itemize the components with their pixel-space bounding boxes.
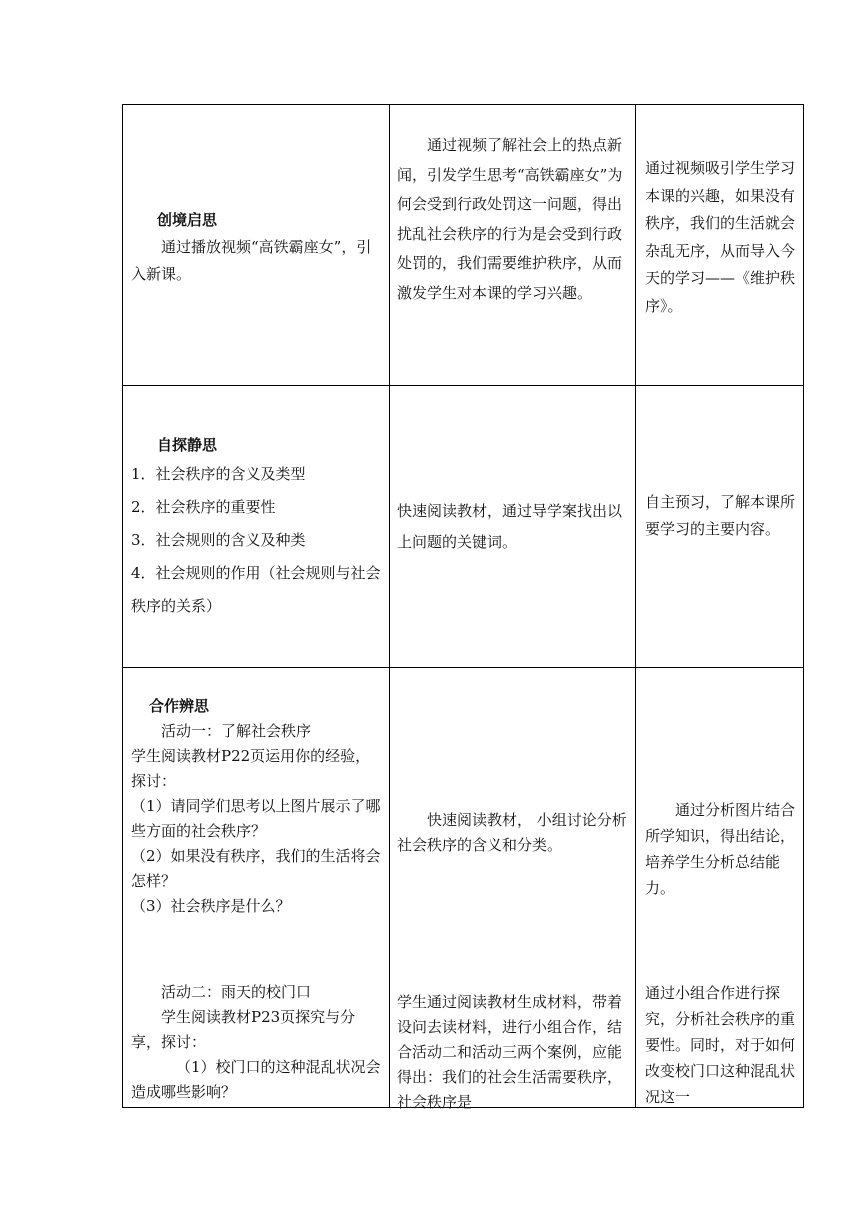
activity-title: 活动一：了解社会秩序 xyxy=(161,722,312,740)
row-divider-2 xyxy=(123,667,803,668)
activity-intro: 学生阅读教材P22页运用你的经验，探讨： xyxy=(131,747,371,790)
row1-col3: 通过视频吸引学生学习本课的兴趣，如果没有秩序，我们的生活就会杂乱无序，从而导入今天的学习——《维护秩序》。 xyxy=(645,159,796,315)
column-divider-1 xyxy=(389,105,390,1107)
cell-text: 通过播放视频“高铁霸座女”，引入新课。 xyxy=(131,238,372,283)
activity-title: 活动二：雨天的校门口 xyxy=(161,983,312,1001)
row3-col1 xyxy=(131,694,383,919)
row2-col2: 快速阅读教材，通过导学案找出以上问题的关键词。 xyxy=(397,502,623,551)
lesson-table xyxy=(122,104,804,1111)
question-item: （1）请同学们思考以上图片展示了哪些方面的社会秩序？ xyxy=(131,797,381,840)
section-heading: 自探静思 xyxy=(157,436,218,454)
list-item: 2．社会秩序的重要性 xyxy=(131,498,276,516)
question-item: （2）如果没有秩序，我们的生活将会怎样？ xyxy=(131,847,381,890)
row1-col2: 通过视频了解社会上的热点新闻，引发学生思考“高铁霸座女”为何会受到行政处罚这一问题，得出扰乱社会秩序的行为是会受到行政处罚的，我们需要维护秩序，从而激发学生对本课的学习兴趣。 xyxy=(397,136,623,302)
question-item: （1）校门口的这种混乱状况会造成哪些影响？ xyxy=(131,1058,381,1101)
activity-intro: 学生阅读教材P23页探究与分享，探讨： xyxy=(131,1008,356,1051)
row2-col1 xyxy=(131,432,383,623)
row3-col2-b: 学生通过阅读教材生成材料，带着设问去读材料，进行小组合作，结合活动二和活动三两个案例，应能得出：我们的社会生活需要秩序，社会秩序是 xyxy=(397,993,623,1111)
row3-col2-a: 快速阅读教材， 小组讨论分析社会秩序的含义和分类。 xyxy=(397,811,627,854)
row2-col3: 自主预习，了解本课所要学习的主要内容。 xyxy=(645,493,796,538)
section-heading: 合作辨思 xyxy=(149,697,210,715)
question-item: （3）社会秩序是什么？ xyxy=(131,897,291,915)
row3-col3-a: 通过分析图片结合所学知识，得出结论，培养学生分析总结能力。 xyxy=(645,801,796,897)
row3-col1-activity2 xyxy=(131,980,383,1105)
row1-col1 xyxy=(131,207,383,288)
row3-col3-b: 通过小组合作进行探究，分析社会秩序的重要性。同时，对于如何改变校门口这种混乱状况这一 xyxy=(645,984,796,1106)
list-item: 1．社会秩序的含义及类型 xyxy=(131,465,306,483)
list-item: 3．社会规则的含义及种类 xyxy=(131,531,306,549)
row-divider-1 xyxy=(123,385,803,386)
section-heading: 创境启思 xyxy=(157,211,218,229)
list-item: 4．社会规则的作用（社会规则与社会秩序的关系） xyxy=(131,564,381,615)
column-divider-2 xyxy=(635,105,636,1107)
